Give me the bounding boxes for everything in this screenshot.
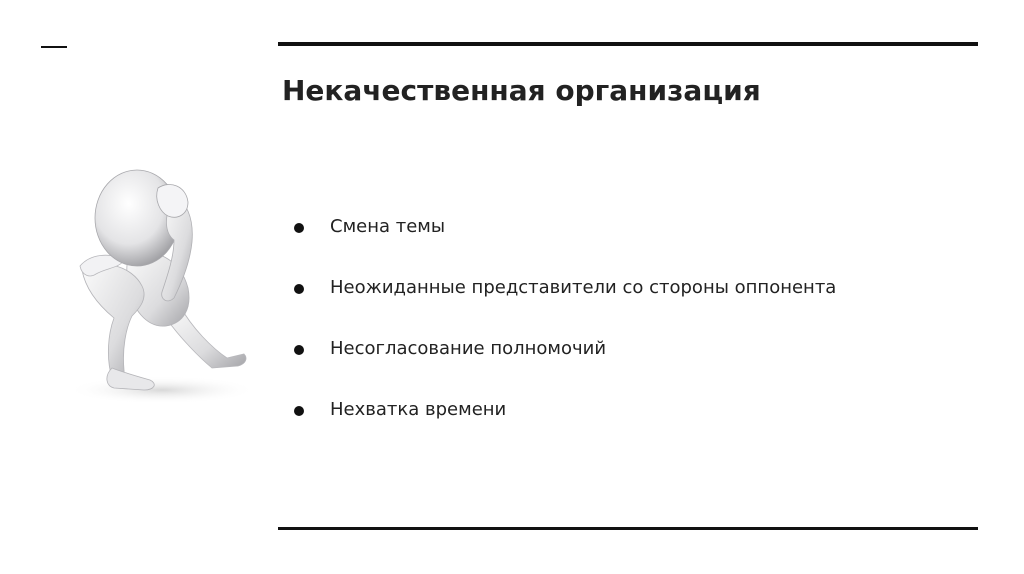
list-item — [294, 275, 836, 336]
bullet-dot — [294, 223, 304, 233]
sad-person-figure-icon — [62, 158, 262, 408]
bullet-text: Неожиданные представители со стороны оппонента — [330, 277, 837, 298]
bullet-dot — [294, 406, 304, 416]
list-item — [294, 336, 836, 397]
bullet-dot — [294, 345, 304, 355]
corner-dash — [41, 46, 67, 48]
slide-title: Некачественная организация — [282, 74, 761, 107]
list-item — [294, 214, 836, 275]
bullet-text: Несогласование полномочий — [330, 338, 607, 359]
bullet-text: Смена темы — [330, 216, 446, 237]
bullet-text: Нехватка времени — [330, 399, 507, 420]
bullet-dot — [294, 284, 304, 294]
bullet-list — [294, 214, 836, 458]
bottom-rule — [278, 527, 978, 530]
list-item — [294, 397, 836, 458]
top-rule — [278, 42, 978, 46]
